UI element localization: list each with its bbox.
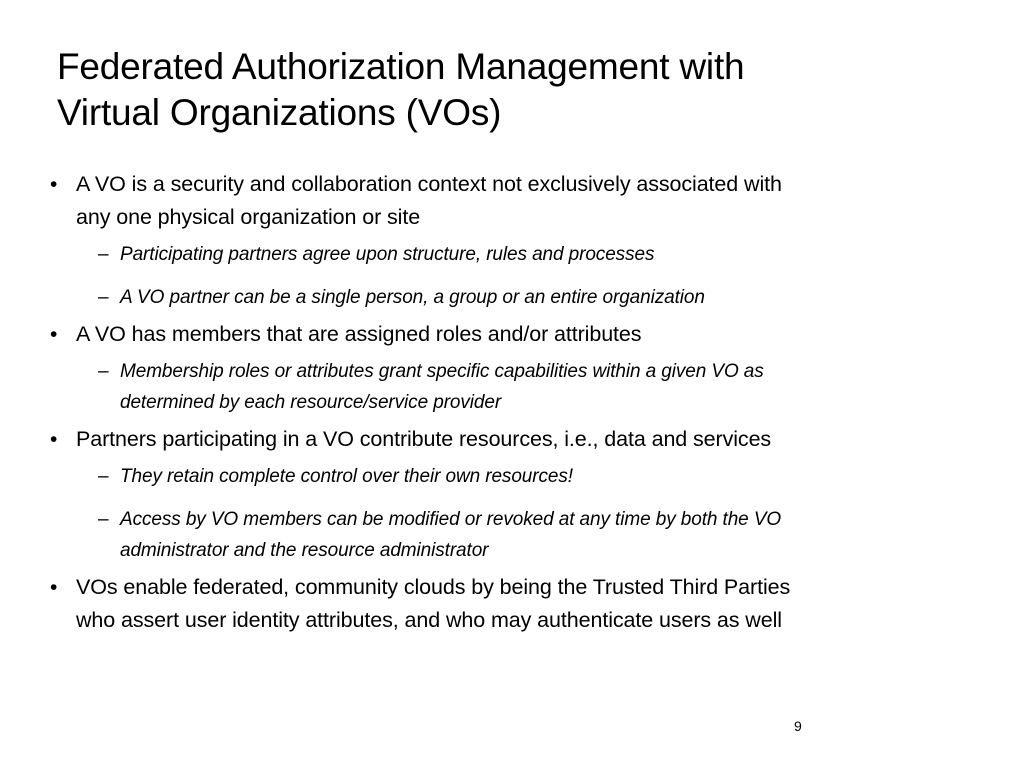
slide-title-line: Federated Authorization Management with: [57, 46, 745, 87]
sub-bullet-text-line: determined by each resource/service provider: [120, 392, 502, 413]
bullet-dot-icon: •: [50, 323, 58, 346]
sub-bullet-text-line: A VO partner can be a single person, a group or an entire organization: [120, 287, 705, 308]
sub-bullet-item: [76, 461, 970, 492]
sub-bullet-list: [76, 239, 970, 313]
sub-bullet-item: [76, 282, 970, 313]
sub-bullet-list: [76, 461, 970, 566]
bullet-dot-icon: •: [50, 576, 58, 599]
bullet-text-line: VOs enable federated, community clouds by being the Trusted Third Parties: [76, 575, 791, 599]
sub-bullet-item: [76, 356, 970, 418]
bullet-text-line: A VO has members that are assigned roles and/or attributes: [76, 322, 642, 346]
sub-bullet-text-line: Access by VO members can be modified or revoked at any time by both the VO: [120, 509, 782, 530]
slide-title: [57, 44, 957, 136]
bullet-text-line: Partners participating in a VO contribute resources, i.e., data and services: [76, 427, 772, 451]
bullet-text-line: who assert user identity attributes, and who may authenticate users as well: [76, 608, 782, 632]
sub-bullet-text-line: Participating partners agree upon structure, rules and processes: [120, 244, 655, 265]
dash-icon: –: [98, 244, 109, 265]
sub-bullet-item: [76, 239, 970, 270]
bullet-list: [50, 168, 970, 637]
dash-icon: –: [98, 509, 109, 530]
sub-bullet-item: [76, 504, 970, 566]
slide-title-line: Virtual Organizations (VOs): [57, 92, 502, 133]
sub-bullet-text-line: administrator and the resource administrator: [120, 540, 489, 561]
dash-icon: –: [98, 287, 109, 308]
dash-icon: –: [98, 466, 109, 487]
sub-bullet-text-line: Membership roles or attributes grant specific capabilities within a given VO as: [120, 361, 764, 382]
bullet-item: [50, 423, 970, 566]
sub-bullet-list: [76, 356, 970, 418]
sub-bullet-text-line: They retain complete control over their own resources!: [120, 466, 573, 487]
bullet-text-line: A VO is a security and collaboration context not exclusively associated with: [76, 172, 782, 196]
dash-icon: –: [98, 361, 109, 382]
page-number: 9: [794, 718, 802, 734]
bullet-text-line: any one physical organization or site: [76, 205, 421, 229]
bullet-dot-icon: •: [50, 173, 58, 196]
bullet-dot-icon: •: [50, 428, 58, 451]
bullet-item: [50, 571, 970, 637]
bullet-item: [50, 318, 970, 418]
bullet-item: [50, 168, 970, 313]
